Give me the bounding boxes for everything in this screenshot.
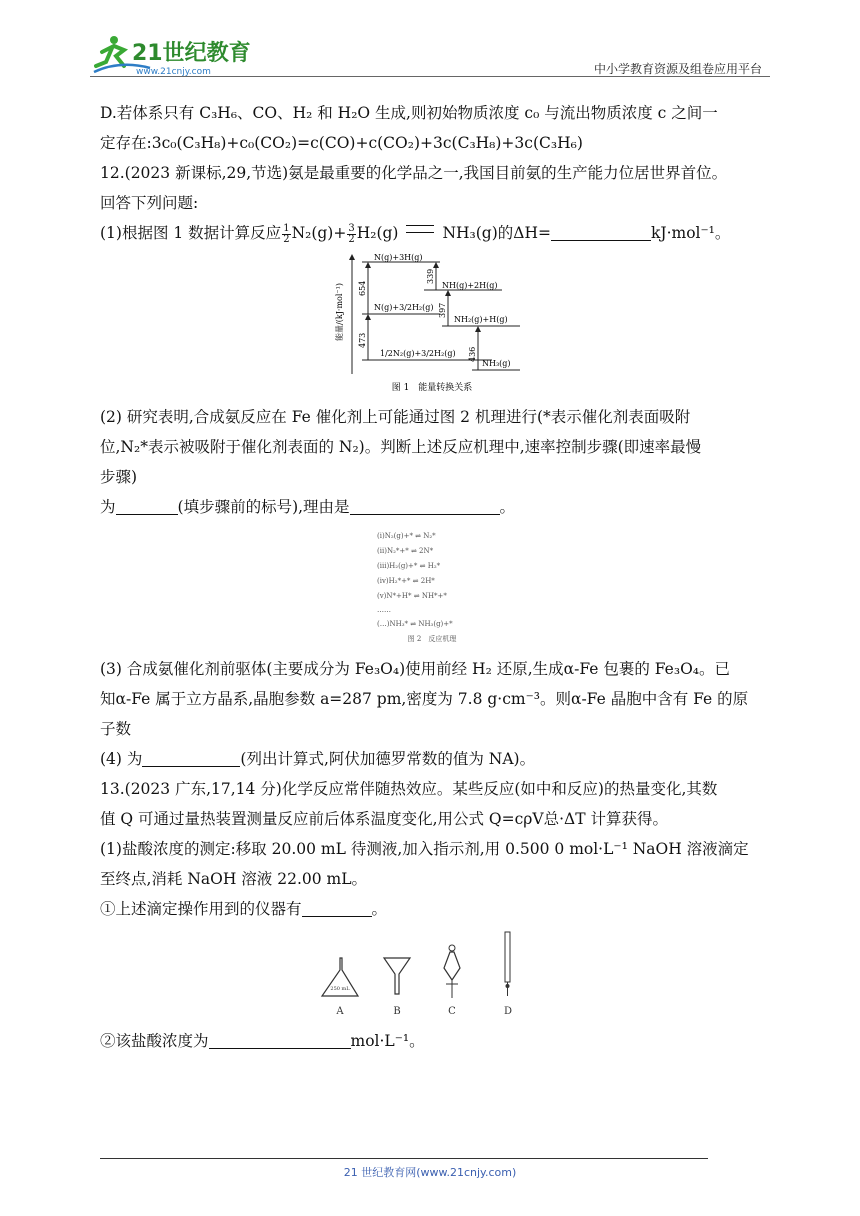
site-logo bbox=[90, 30, 290, 78]
q12-part1 bbox=[100, 218, 764, 248]
logo-text: 21世纪教育 bbox=[132, 41, 251, 66]
figure-2 bbox=[100, 526, 764, 646]
fig1-value-654: 654 bbox=[358, 280, 367, 296]
q13-s1-end: 。 bbox=[371, 900, 388, 918]
fraction-half: $\frac{1}{2}$ bbox=[283, 222, 290, 245]
answer-blank-reason[interactable] bbox=[350, 496, 500, 515]
fig1-ylabel: 能量/(kJ·mol⁻¹) bbox=[335, 283, 344, 341]
fig1-value-339: 339 bbox=[426, 268, 435, 284]
answer-blank-concentration[interactable] bbox=[209, 1030, 351, 1049]
svg-text:250 mL: 250 mL bbox=[330, 986, 350, 992]
fig1-value-397: 397 bbox=[438, 302, 447, 318]
q12-p2-line1: (2) 研究表明,合成氨反应在 Fe 催化剂上可能通过图 2 机理进行(*表示催化剂表面吸附 bbox=[100, 408, 691, 426]
q13-s2 bbox=[100, 1026, 764, 1056]
fig2-step-1: (ⅰ)N₂(g)+* ⇌ N₂* bbox=[377, 532, 436, 540]
q12-intro1: 12.(2023 新课标,29,节选)氨是最重要的化学品之一,我国目前氨的生产能力位居世界首位。 bbox=[100, 164, 728, 182]
answer-blank-dh[interactable] bbox=[551, 222, 651, 241]
apparatus-label-d: D bbox=[503, 1006, 513, 1017]
fig1-level-1: N(g)+3H(g) bbox=[374, 253, 423, 262]
fig1-level-3: N(g)+3/2H₂(g) bbox=[374, 303, 434, 312]
answer-blank-apparatus[interactable] bbox=[302, 898, 372, 917]
fig1-level-5: 1/2N₂(g)+3/2H₂(g) bbox=[380, 349, 456, 358]
q12-p3-line1: (3) 合成氨催化剂前驱体(主要成分为 Fe₃O₄)使用前经 H₂ 还原,生成α-Fe 包裹的 Fe₃O₄。已 bbox=[100, 660, 730, 678]
q12-p4-for: (4) 为 bbox=[100, 750, 143, 768]
q13-s2-text: ②该盐酸浓度为 bbox=[100, 1032, 209, 1050]
figure-1 bbox=[100, 252, 764, 394]
q12-p2-line4 bbox=[100, 492, 764, 522]
q12-p2-end: 。 bbox=[499, 498, 516, 516]
q13-s1-text: ①上述滴定操作用到的仪器有 bbox=[100, 900, 302, 918]
q12-p4-note: (列出计算式,阿伏加德罗常数的值为 NA)。 bbox=[240, 750, 536, 768]
q12-p4 bbox=[100, 744, 764, 774]
burette-icon bbox=[505, 932, 510, 996]
apparatus-figure bbox=[100, 928, 764, 1018]
q12-p3-line2: 知α-Fe 属于立方晶系,晶胞参数 a=287 pm,密度为 7.8 g·cm⁻³。则α-Fe 晶胞中含有 Fe 的原 bbox=[100, 690, 749, 708]
volumetric-flask-icon bbox=[322, 958, 358, 996]
q12-p1-nh3: NH₃(g)的ΔH= bbox=[442, 224, 551, 242]
q12-p3-line3: 子数 bbox=[100, 720, 132, 738]
fig2-step-6: …… bbox=[377, 606, 391, 614]
platform-name: 中小学教育资源及组卷应用平台 bbox=[593, 62, 762, 76]
q13-p1-line2: 至终点,消耗 NaOH 溶液 22.00 mL。 bbox=[100, 870, 368, 888]
fig1-value-473: 473 bbox=[358, 332, 367, 348]
fig2-step-4: (ⅳ)H₂*+* ⇌ 2H* bbox=[377, 577, 435, 585]
fig2-step-7: (…)NH₃* ⇌ NH₃(g)+* bbox=[377, 620, 453, 628]
fig2-step-2: (ⅱ)N₂*+* ⇌ 2N* bbox=[377, 547, 434, 555]
separatory-funnel-icon bbox=[444, 945, 460, 998]
q12-p2-reason-label: (填步骤前的标号),理由是 bbox=[177, 498, 350, 516]
fig2-step-5: (ⅴ)N*+H* ⇌ NH*+* bbox=[377, 592, 447, 600]
funnel-icon bbox=[384, 958, 410, 994]
q13-s1 bbox=[100, 894, 764, 924]
q12-p2-line2: 位,N₂*表示被吸附于催化剂表面的 N₂)。判断上述反应机理中,速率控制步骤(即速率最慢 bbox=[100, 438, 702, 456]
fig1-level-4: NH₂(g)+H(g) bbox=[454, 315, 508, 324]
apparatus-label-c: C bbox=[448, 1006, 456, 1017]
fig1-value-436: 436 bbox=[468, 346, 477, 362]
q13-intro1: 13.(2023 广东,17,14 分)化学反应常伴随热效应。某些反应(如中和反应)的热量变化,其数 bbox=[100, 780, 718, 798]
q12-p1-pre: (1)根据图 1 数据计算反应 bbox=[100, 224, 282, 242]
apparatus-label-b: B bbox=[393, 1006, 401, 1017]
logo-url: www.21cnjy.com bbox=[136, 67, 211, 77]
page-header bbox=[90, 30, 770, 78]
fig2-caption: 图 2 反应机理 bbox=[407, 635, 457, 643]
apparatus-label-a: A bbox=[336, 1006, 344, 1017]
fraction-three-halves: $\frac{3}{2}$ bbox=[348, 222, 355, 245]
q12-p2-line3: 步骤) bbox=[100, 468, 138, 486]
q13-p1-line1: (1)盐酸浓度的测定:移取 20.00 mL 待测液,加入指示剂,用 0.500 0 mol·L⁻¹ NaOH 溶液滴定 bbox=[100, 840, 749, 858]
q12-p2-for: 为 bbox=[100, 498, 116, 516]
fig1-caption: 图 1 能量转换关系 bbox=[391, 383, 473, 393]
q12-p1-unit: kJ·mol⁻¹。 bbox=[650, 224, 731, 242]
fig1-level-6: NH₃(g) bbox=[482, 359, 511, 368]
q13-s2-unit: mol·L⁻¹。 bbox=[350, 1032, 425, 1050]
answer-blank-step[interactable] bbox=[116, 496, 178, 515]
page-footer[interactable]: 21 世纪教育网(www.21cnjy.com) bbox=[343, 1166, 517, 1179]
fig2-step-3: (ⅲ)H₂(g)+* ⇌ H₂* bbox=[377, 562, 441, 570]
q13-intro2: 值 Q 可通过量热装置测量反应前后体系温度变化,用公式 Q=cρV总·ΔT 计算获得。 bbox=[100, 810, 668, 828]
footer-divider bbox=[100, 1158, 708, 1159]
q12-p1-n2: N₂(g)+ bbox=[291, 224, 347, 242]
q11d-line1: D.若体系只有 C₃H₆、CO、H₂ 和 H₂O 生成,则初始物质浓度 c₀ 与流出物质浓度 c 之间一 bbox=[100, 104, 718, 122]
q12-p1-h2: H₂(g) bbox=[356, 224, 399, 242]
answer-blank-expression[interactable] bbox=[142, 748, 240, 767]
equals-sign bbox=[406, 225, 434, 233]
page-content bbox=[100, 98, 764, 1056]
q11d-line2: 定存在:3c₀(C₃H₈)+c₀(CO₂)=c(CO)+c(CO₂)+3c(C₃H₈)+3c(C₃H₆) bbox=[100, 134, 583, 152]
fig1-level-2: NH(g)+2H(g) bbox=[442, 281, 498, 290]
q12-intro2: 回答下列问题: bbox=[100, 194, 199, 212]
header-divider bbox=[90, 76, 770, 77]
